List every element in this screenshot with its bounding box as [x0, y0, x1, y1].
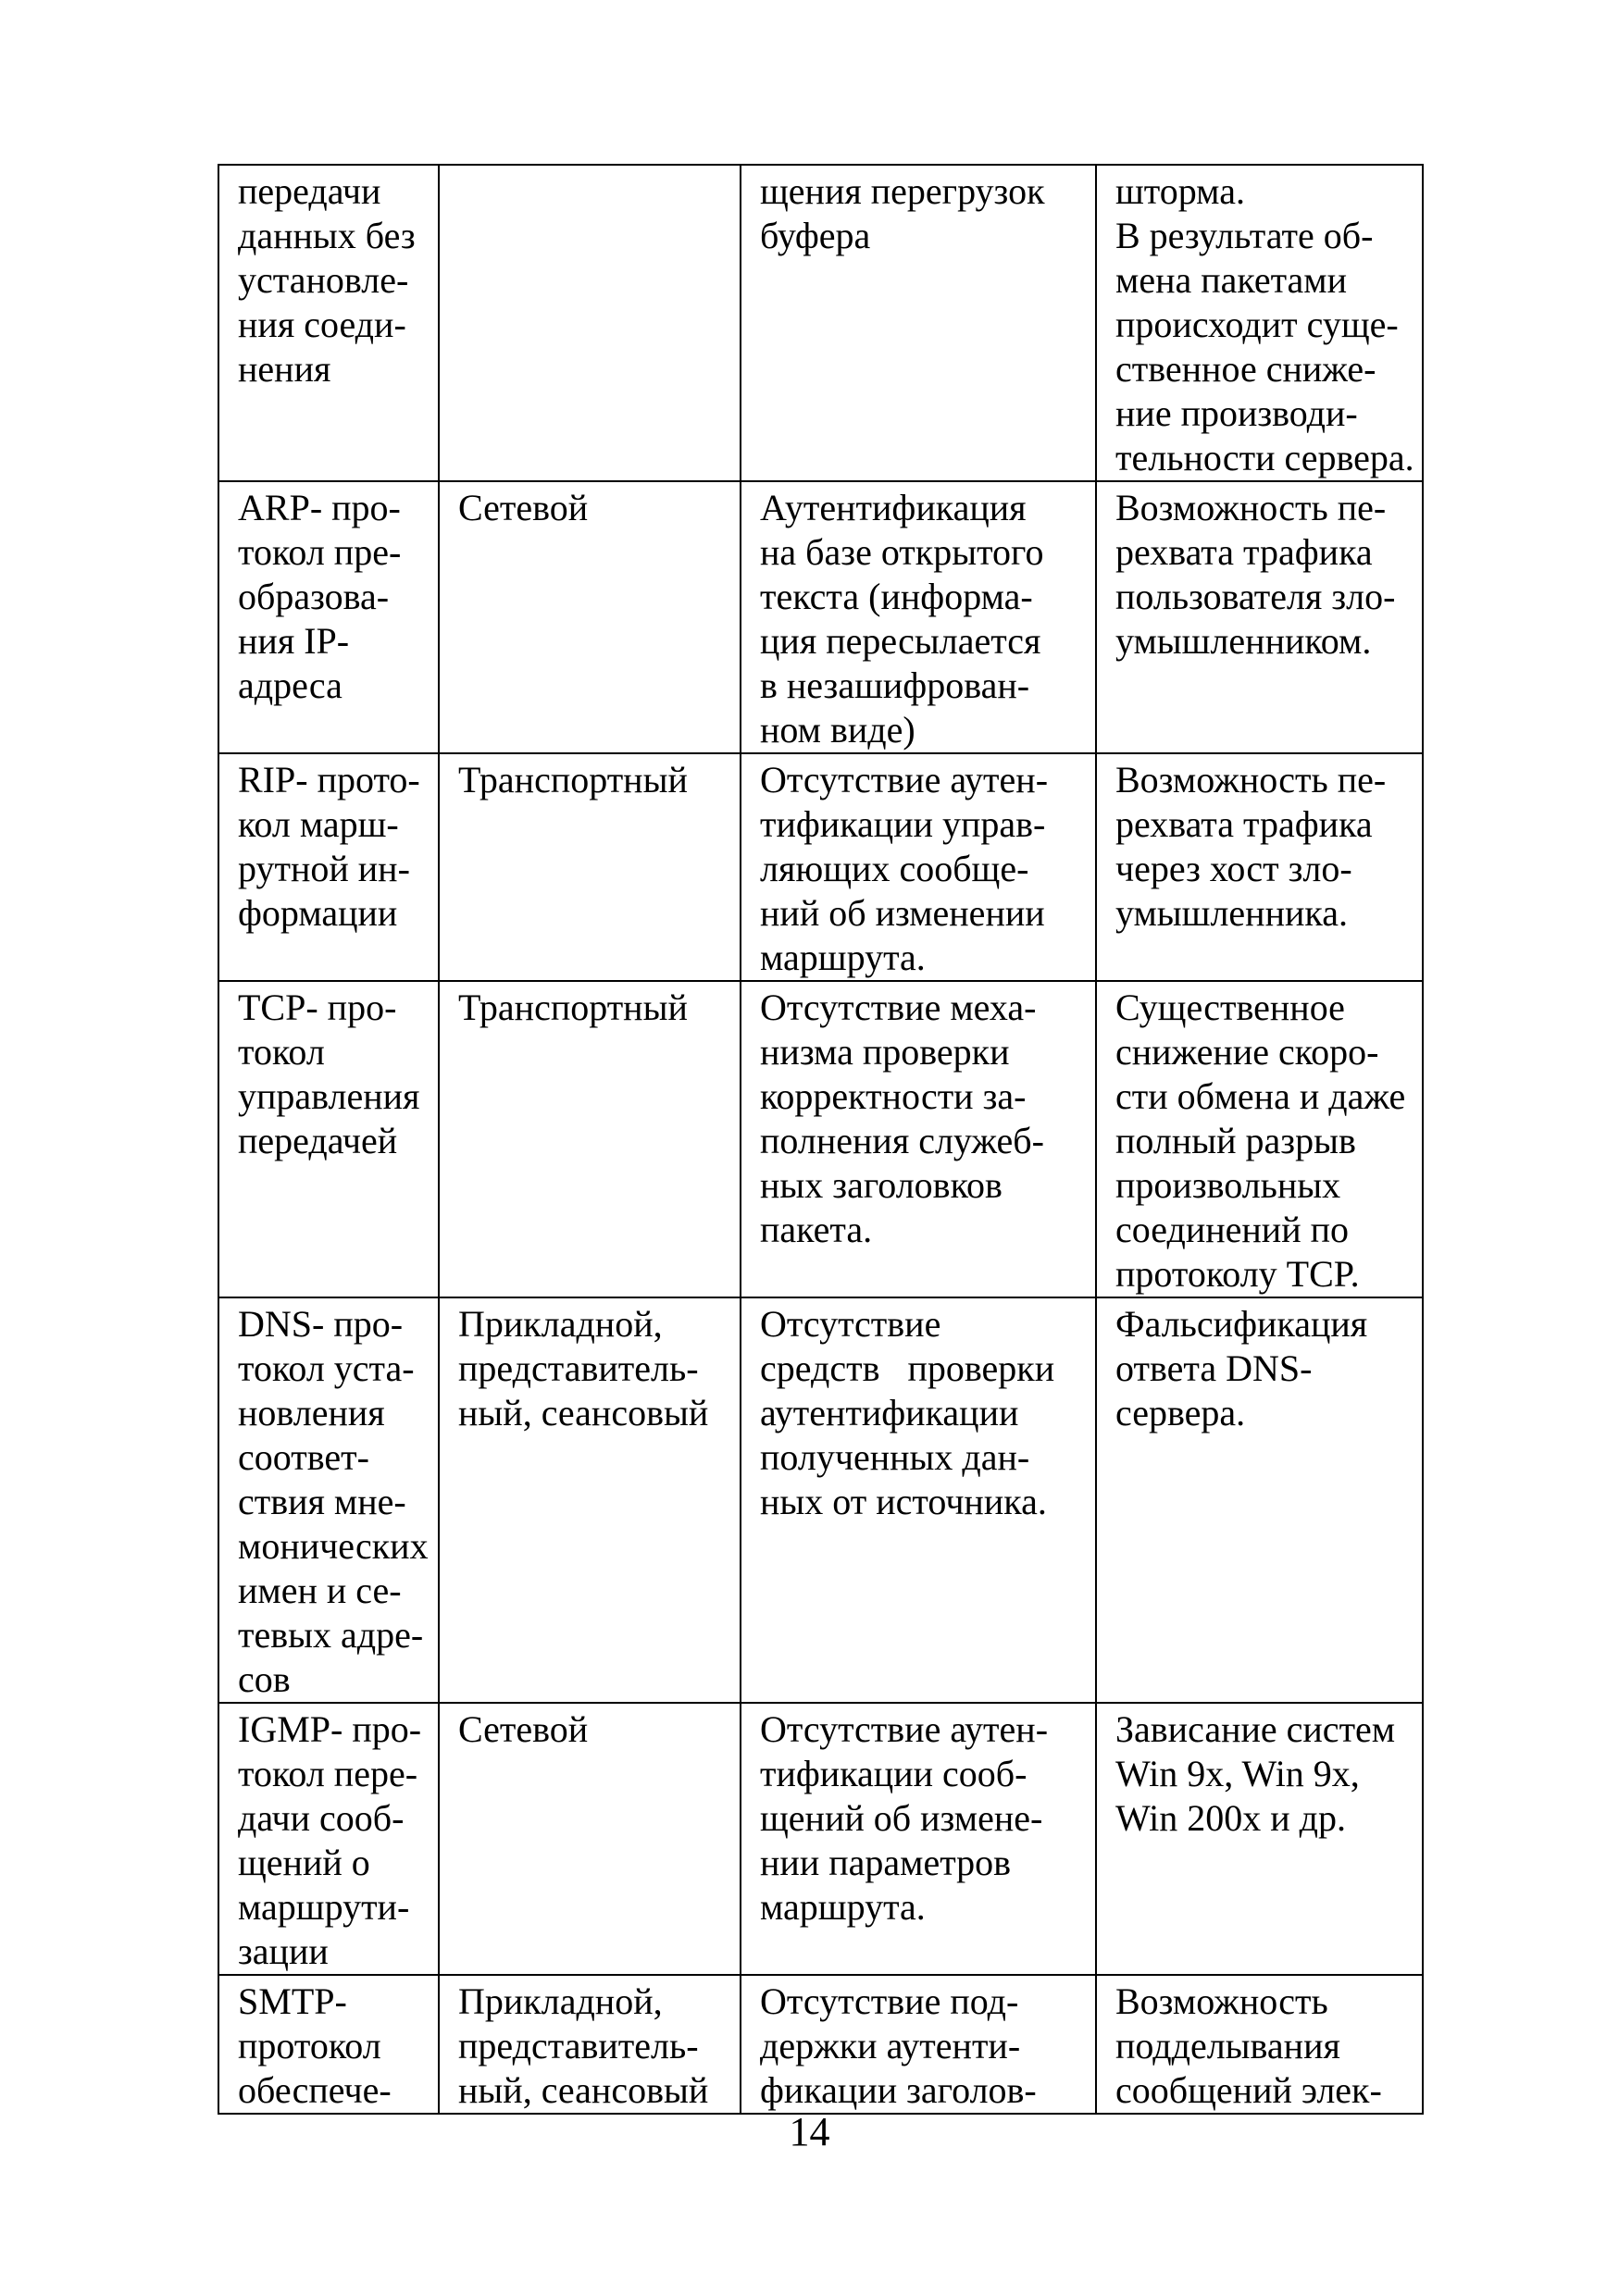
cell-text-line: аутентификации — [760, 1392, 1019, 1433]
cell-text-line: ных заголовков — [760, 1164, 1003, 1206]
table-cell-vulnerability — [741, 753, 1096, 981]
table-row — [218, 1975, 1423, 2114]
table-cell-osi-layer — [439, 1297, 741, 1703]
cell-text-line: дачи сооб- — [238, 1797, 405, 1839]
cell-text-line: нии параметров — [760, 1842, 1012, 1883]
cell-text-line: в незашифрован- — [760, 664, 1030, 706]
cell-text-line: ния соеди- — [238, 304, 406, 345]
cell-text-line: токол пре- — [238, 531, 402, 573]
table-cell-vulnerability — [741, 1975, 1096, 2114]
table-cell-consequence — [1096, 753, 1423, 981]
cell-text-line: передачи — [238, 170, 381, 212]
cell-text-line: произвольных — [1115, 1164, 1341, 1206]
cell-text-line: новления — [238, 1392, 385, 1433]
table-row — [218, 981, 1423, 1297]
cell-text-line: Существенное — [1115, 987, 1345, 1028]
cell-text-line: пакета. — [760, 1209, 873, 1250]
cell-text-line: корректности за- — [760, 1075, 1027, 1117]
table-cell-protocol — [218, 1703, 439, 1975]
cell-text-line: маршрута. — [760, 937, 926, 978]
cell-text-line: полнения служеб- — [760, 1120, 1044, 1161]
cell-text-line: соответ- — [238, 1436, 369, 1478]
cell-text-line: полный разрыв — [1115, 1120, 1356, 1161]
cell-text-line: фикации заголов- — [760, 2069, 1037, 2111]
table-cell-consequence — [1096, 165, 1423, 481]
table-cell-osi-layer — [439, 1703, 741, 1975]
cell-text-line: ляющих сообще- — [760, 848, 1029, 889]
cell-text-line: через хост зло- — [1115, 848, 1352, 889]
table-cell-osi-layer — [439, 1975, 741, 2114]
cell-text-line: протокол — [238, 2025, 381, 2066]
cell-text-line: ном виде) — [760, 709, 915, 751]
cell-text-line: ний об изменении — [760, 892, 1045, 934]
protocol-vulnerability-table — [218, 164, 1424, 2115]
cell-text-line: управления — [238, 1075, 420, 1117]
cell-text-line: представитель- — [458, 2025, 699, 2066]
table-cell-vulnerability — [741, 481, 1096, 753]
cell-text-line: сообщений элек- — [1115, 2069, 1382, 2111]
cell-text-line: мена пакетами — [1115, 259, 1348, 301]
table-cell-consequence — [1096, 1975, 1423, 2114]
cell-text-line: умышленника. — [1115, 892, 1348, 934]
table-cell-vulnerability — [741, 165, 1096, 481]
cell-text-line: Аутентификация — [760, 487, 1027, 528]
cell-text-line: ние производи- — [1115, 392, 1358, 434]
cell-text-line: DNS- про- — [238, 1303, 404, 1345]
table-cell-vulnerability — [741, 981, 1096, 1297]
table-cell-osi-layer — [439, 981, 741, 1297]
cell-text-line: токол уста- — [238, 1347, 415, 1389]
cell-text-line: Отсутствие под- — [760, 1980, 1019, 2022]
table-cell-protocol — [218, 481, 439, 753]
cell-text-line: установле- — [238, 259, 409, 301]
cell-text-line: ARP- про- — [238, 487, 401, 528]
cell-text-line: формации — [238, 892, 398, 934]
cell-text-line: ный, сеансовый — [458, 2069, 709, 2111]
cell-text-line: протоколу TCP. — [1115, 1253, 1360, 1295]
cell-text-line: щений об измене- — [760, 1797, 1043, 1839]
cell-text-line: сервера. — [1115, 1392, 1246, 1433]
cell-text-line: данных без — [238, 215, 416, 256]
cell-text-line: Возможность — [1115, 1980, 1328, 2022]
cell-text-line: зации — [238, 1930, 329, 1972]
table-cell-protocol — [218, 165, 439, 481]
table-cell-protocol — [218, 1297, 439, 1703]
cell-text-line: передачей — [238, 1120, 398, 1161]
cell-text-line: Возможность пе- — [1115, 487, 1387, 528]
cell-text-line: ствия мне- — [238, 1481, 406, 1522]
cell-text-line: буфера — [760, 215, 871, 256]
table-cell-osi-layer — [439, 165, 741, 481]
cell-text-line: соединений по — [1115, 1209, 1350, 1250]
cell-text-line: монических — [238, 1525, 429, 1567]
cell-text-line: маршрута. — [760, 1886, 926, 1928]
cell-text-line: Возможность пе- — [1115, 759, 1387, 800]
cell-text-line: Сетевой — [458, 487, 589, 528]
table-cell-osi-layer — [439, 753, 741, 981]
table-row — [218, 165, 1423, 481]
cell-text-line: ответа DNS- — [1115, 1347, 1313, 1389]
cell-text-line: Транспортный — [458, 987, 688, 1028]
cell-text-line: токол пере- — [238, 1753, 418, 1794]
cell-text-line: ственное сниже- — [1115, 348, 1376, 390]
cell-text-line: Win 9x, Win 9x, — [1115, 1753, 1360, 1794]
table-cell-vulnerability — [741, 1297, 1096, 1703]
cell-text-line: Win 200x и др. — [1115, 1797, 1347, 1839]
cell-text-line: рехвата трафика — [1115, 803, 1373, 845]
cell-text-line: средств проверки — [760, 1347, 1055, 1389]
cell-text-line: ния IP- — [238, 620, 350, 662]
cell-text-line: подделывания — [1115, 2025, 1340, 2066]
cell-text-line: щений о — [238, 1842, 370, 1883]
cell-text-line: адреса — [238, 664, 342, 706]
cell-text-line: Прикладной, — [458, 1303, 663, 1345]
cell-text-line: TCP- про- — [238, 987, 397, 1028]
cell-text-line: IGMP- про- — [238, 1708, 422, 1750]
cell-text-line: имен и се- — [238, 1570, 402, 1611]
table-cell-vulnerability — [741, 1703, 1096, 1975]
cell-text-line: Отсутствие аутен- — [760, 759, 1049, 800]
cell-text-line: тельности сервера. — [1115, 437, 1414, 478]
cell-text-line: SMTP- — [238, 1980, 347, 2022]
cell-text-line: тевых адре- — [238, 1614, 424, 1656]
table-row — [218, 481, 1423, 753]
cell-text-line: на базе открытого — [760, 531, 1044, 573]
cell-text-line: происходит суще- — [1115, 304, 1399, 345]
cell-text-line: Отсутствие меха- — [760, 987, 1037, 1028]
page-number: 14 — [789, 2109, 830, 2154]
cell-text-line: В результате об- — [1115, 215, 1374, 256]
table-cell-consequence — [1096, 1703, 1423, 1975]
table-row — [218, 753, 1423, 981]
cell-text-line: снижение скоро- — [1115, 1031, 1379, 1073]
table-cell-consequence — [1096, 1297, 1423, 1703]
cell-text-line: умышленником. — [1115, 620, 1372, 662]
cell-text-line: тификации сооб- — [760, 1753, 1027, 1794]
table-row — [218, 1297, 1423, 1703]
cell-text-line: RIP- прото- — [238, 759, 420, 800]
cell-text-line: Сетевой — [458, 1708, 589, 1750]
cell-text-line: тификации управ- — [760, 803, 1046, 845]
cell-text-line: маршрути- — [238, 1886, 410, 1928]
cell-text-line: пользователя зло- — [1115, 576, 1396, 617]
cell-text-line: сов — [238, 1658, 291, 1700]
table-row — [218, 1703, 1423, 1975]
cell-text-line: полученных дан- — [760, 1436, 1030, 1478]
cell-text-line: щения перегрузок — [760, 170, 1045, 212]
cell-text-line: держки аутенти- — [760, 2025, 1021, 2066]
cell-text-line: токол — [238, 1031, 325, 1073]
cell-text-line: Отсутствие — [760, 1303, 941, 1345]
table-body — [218, 165, 1423, 2114]
cell-text-line: текста (информа- — [760, 576, 1033, 617]
cell-text-line: ный, сеансовый — [458, 1392, 709, 1433]
table-cell-protocol — [218, 1975, 439, 2114]
table-cell-osi-layer — [439, 481, 741, 753]
table-cell-consequence — [1096, 981, 1423, 1297]
cell-text-line: шторма. — [1115, 170, 1245, 212]
cell-text-line: нения — [238, 348, 331, 390]
cell-text-line: низма проверки — [760, 1031, 1010, 1073]
cell-text-line: Отсутствие аутен- — [760, 1708, 1049, 1750]
table-cell-protocol — [218, 753, 439, 981]
cell-text-line: сти обмена и даже — [1115, 1075, 1406, 1117]
cell-text-line: рутной ин- — [238, 848, 410, 889]
cell-text-line: Транспортный — [458, 759, 688, 800]
table-cell-protocol — [218, 981, 439, 1297]
cell-text-line: кол марш- — [238, 803, 399, 845]
cell-text-line: Зависание систем — [1115, 1708, 1396, 1750]
cell-text-line: обеспече- — [238, 2069, 392, 2111]
cell-text-line: представитель- — [458, 1347, 699, 1389]
cell-text-line: ция пересылается — [760, 620, 1041, 662]
cell-text-line: Фальсификация — [1115, 1303, 1368, 1345]
cell-text-line: образова- — [238, 576, 390, 617]
cell-text-line: ных от источника. — [760, 1481, 1047, 1522]
cell-text-line: Прикладной, — [458, 1980, 663, 2022]
cell-text-line: рехвата трафика — [1115, 531, 1373, 573]
table-cell-consequence — [1096, 481, 1423, 753]
